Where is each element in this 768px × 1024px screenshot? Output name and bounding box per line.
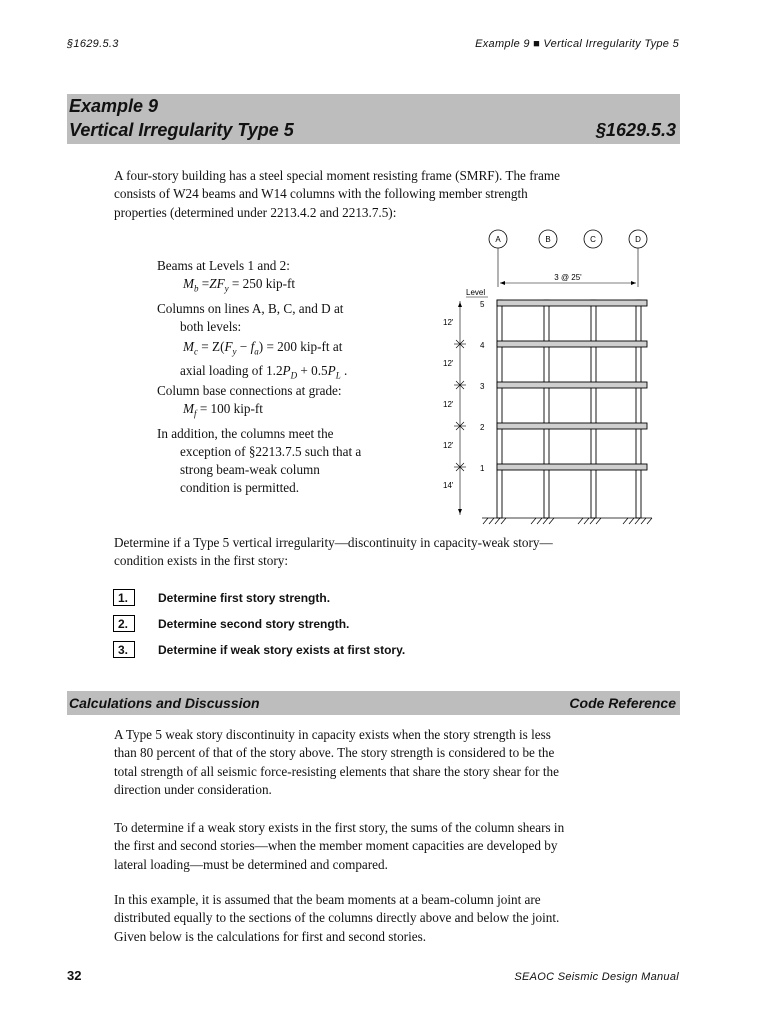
paragraph-3 [114,891,634,946]
intro-line: consists of W24 beams and W14 columns with the following member strength [114,186,528,202]
base-label: Column base connections at grade: [157,383,342,398]
span-dimension: 3 @ 25' [554,273,582,282]
column-a [497,300,502,518]
level-label-5: 5 [480,300,485,309]
columns-label-1: Columns on lines A, B, C, and D at [157,301,344,316]
paragraph-line: A Type 5 weak story discontinuity in capacity exists when the story strength is less [114,727,551,742]
beam-level-2 [497,423,647,429]
step-text-3: Determine if weak story exists at first story. [158,643,406,657]
paragraph-line: distributed equally to the sections of the columns directly above and below the joint. [114,910,560,926]
level-label-1: 1 [480,464,485,473]
intro-line: properties (determined under 2213.4.2 and 2213.7.5): [114,204,397,220]
story-height-4: 12' [443,318,454,327]
exception-line-3: strong beam-weak column [180,462,320,477]
code-section: §1629.5.3 [595,120,676,140]
paragraph-line: direction under consideration. [114,781,272,797]
beam-level-5 [497,300,647,306]
beam-level-3 [497,382,647,388]
mf-equation: $M_f = 100$ kip-ft [183,401,263,419]
story-height-ground: 14' [443,481,454,490]
page-number: 32 [67,968,82,983]
mc-equation: $M_c = Z(F_y - f_a) = 200$ kip-ft at [183,339,343,357]
step-number-1: 1. [113,589,135,606]
paragraph-line: than 80 percent of that of the story above. The story strength is considered to be the [114,745,555,761]
level-label-3: 3 [480,382,485,391]
question-line: condition exists in the first story: [114,553,288,569]
step-number-3: 3. [113,641,135,658]
question-paragraph [114,534,634,571]
beam-level-4 [497,341,647,347]
title-bar [67,94,680,144]
example-number: Example 9 [69,96,159,116]
column-b [544,300,549,518]
code-reference-heading: Code Reference [569,695,676,711]
running-header-section: §1629.5.3 [67,38,119,50]
paragraph-line: lateral loading—must be determined and compared. [114,856,388,872]
step-text-2: Determine second story strength. [158,617,350,631]
section-bar [67,691,680,715]
exception-line-2: exception of §2213.7.5 such that a [180,444,362,459]
level-label-2: 2 [480,423,485,432]
story-height-2: 12' [443,400,454,409]
footer-title: SEAOC Seismic Design Manual [514,971,679,983]
intro-paragraph [114,167,634,222]
gridline-label-b: B [545,235,551,244]
step-number-2: 2. [113,615,135,632]
level-label-4: 4 [480,341,485,350]
columns-label-2: both levels: [180,319,242,334]
step-text-1: Determine first story strength. [158,591,331,605]
story-height-1: 12' [443,441,454,450]
level-title: Level [466,288,486,297]
paragraph-line: Given below is the calculations for first and second stories. [114,928,427,944]
exception-line-4: condition is permitted. [180,480,300,495]
column-d [636,300,641,518]
exception-line-1: In addition, the columns meet the [157,426,334,441]
frame-elevation-diagram [430,225,660,525]
story-height-3: 12' [443,359,454,368]
mb-equation: $M_b =ZF_y = 250$ kip-ft [183,276,296,294]
paragraph-line: In this example, it is assumed that the beam moments at a beam-column joint are [114,892,541,907]
paragraph-1 [114,726,634,799]
column-c [591,300,596,518]
gridline-label-c: C [590,235,596,244]
intro-line: A four-story building has a steel special moment resisting frame (SMRF). The frame [114,168,560,183]
example-title: Vertical Irregularity Type 5 [69,120,294,140]
axial-loading: axial loading of $1.2P_D + 0.5P_L$ . [180,363,348,381]
beam-level-1 [497,464,647,470]
paragraph-2 [114,819,634,874]
question-line: Determine if a Type 5 vertical irregularity—discontinuity in capacity-weak story— [114,535,553,550]
beams-label: Beams at Levels 1 and 2: [157,258,290,273]
paragraph-line: the first and second stories—when the member moment capacities are developed by [114,838,558,854]
ground-hatching [483,518,652,524]
paragraph-line: total strength of all seismic force-resisting elements that share the story shear for the [114,763,559,779]
paragraph-line: To determine if a weak story exists in the first story, the sums of the column shears in [114,820,565,835]
running-header-title: Example 9 ■ Vertical Irregularity Type 5 [475,38,679,50]
gridline-label-d: D [635,235,641,244]
gridline-label-a: A [495,235,501,244]
section-title: Calculations and Discussion [69,695,260,711]
